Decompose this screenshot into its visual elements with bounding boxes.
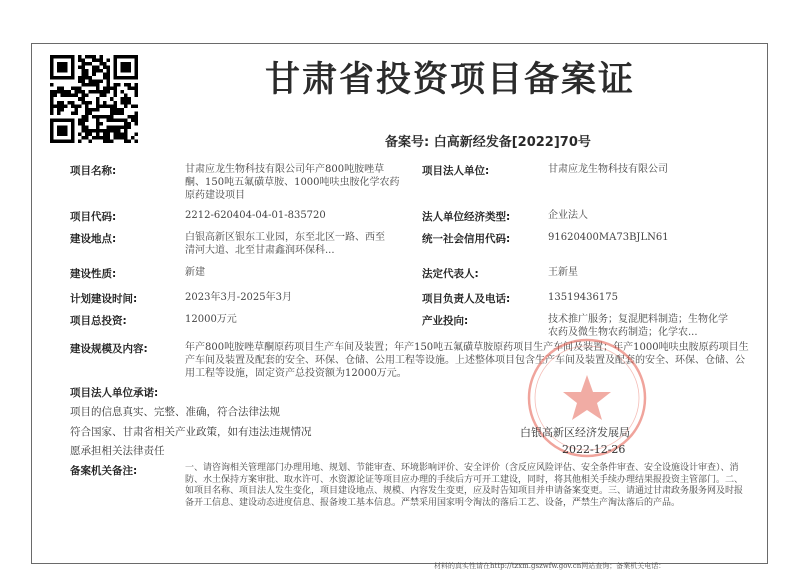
legal-entity-label: 项目法人单位: — [422, 165, 490, 177]
economic-type-value: 企业法人 — [548, 210, 588, 221]
scale-label: 建设规模及内容: — [70, 343, 148, 355]
investment-label: 项目总投资: — [70, 315, 127, 327]
certificate-title: 甘肃省投资项目备案证 — [264, 60, 635, 100]
notes-label: 备案机关备注: — [70, 465, 138, 477]
schedule-value: 2023年3月-2025年3月 — [185, 292, 293, 303]
qr-code[interactable] — [50, 55, 138, 143]
legal-rep-value: 王新星 — [548, 267, 578, 278]
location-label: 建设地点: — [70, 233, 117, 245]
manager-phone-label: 项目负责人及电话: — [422, 293, 511, 305]
issue-date: 2022-12-26 — [562, 443, 626, 456]
project-name-value: 甘肃应龙生物科技有限公司年产800吨胺唑草酮、150吨五氟磺草胺、1000吨呋虫胺化学农药原药建设项目 — [185, 164, 400, 201]
commitment-line-2: 符合国家、甘肃省相关产业政策，如有违法违规情况 — [70, 426, 312, 438]
credit-code-value: 91620400MA73BJLN61 — [548, 232, 669, 243]
credit-code-label: 统一社会信用代码: — [422, 233, 511, 245]
legal-entity-value: 甘肃应龙生物科技有限公司 — [548, 164, 668, 175]
industry-value: 技术推广服务；复混肥料制造；生物化学农药及微生物农药制造；化学农... — [548, 314, 728, 338]
industry-label: 产业投向: — [422, 315, 469, 327]
record-number — [385, 131, 591, 150]
record-number-label: 备案号: — [385, 135, 430, 150]
manager-phone-value: 13519436175 — [548, 292, 618, 303]
commitment-line-3: 愿承担相关法律责任 — [70, 445, 165, 457]
economic-type-label: 法人单位经济类型: — [422, 211, 511, 223]
issuer-name: 白银高新区经济发展局 — [520, 426, 630, 439]
commitment-line-1: 项目的信息真实、完整、准确，符合法律法规 — [70, 406, 280, 418]
commitment-label: 项目法人单位承诺: — [70, 387, 159, 399]
nature-label: 建设性质: — [70, 268, 117, 280]
investment-value: 12000万元 — [185, 314, 237, 325]
project-code-value: 2212-620404-04-01-835720 — [185, 210, 326, 221]
schedule-label: 计划建设时间: — [70, 293, 138, 305]
nature-value: 新建 — [185, 267, 205, 278]
project-name-label: 项目名称: — [70, 165, 117, 177]
scale-value: 年产800吨胺唑草酮原药项目生产车间及装置；年产150吨五氟磺草胺原药项目生产车间及装置；年产1000吨呋虫胺原药项目生产车间及装置及配套的安全、环保、仓储、公用工程等设施。上述整体项目包含生产车间及装置及配套的安全、环保、仓储、公用工程等设施，固定资产总投资额为12000万元。 — [185, 342, 749, 379]
footer-note: 材料的真实性请在http://tzxm.gszwfw.gov.cn网站查询；备案机关电话： — [434, 562, 666, 570]
notes-value: 一、请咨询相关管理部门办理用地、规划、节能审查、环境影响评价、安全评价（含反应风险评估、安全条件审查、安全设施设计审查）、消防、水土保持方案审批、取水许可、水资源论证等项目应办理的手续后方可开工建设，同时，将其他相关手续办理结果报投资主管部门。二、如项目名称、项目法人发生变化，项目建设地点、规模、内容发生变更，应及时告知项目并申请备案变更。三、请通过甘肃政务服务网及时报备开工信息、建设动态进度信息、报备竣工基本信息。严禁采用国家明令淘汰的落后工艺、设备，严禁生产淘汰落后的产品。 — [185, 463, 744, 508]
legal-rep-label: 法定代表人: — [422, 268, 479, 280]
location-value: 白银高新区银东工业园，东至北区一路、西至清河大道、北至甘肃鑫润环保科... — [185, 232, 385, 256]
record-number-value: 白高新经发备[2022]70号 — [433, 135, 591, 150]
project-code-label: 项目代码: — [70, 211, 117, 223]
